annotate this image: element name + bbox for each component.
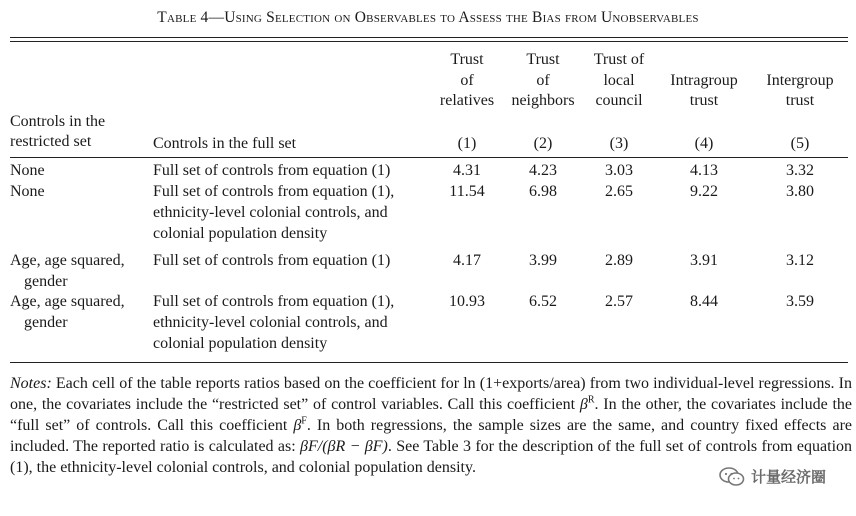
- row-4-value-2: 6.52: [529, 293, 557, 310]
- top-rule-second: [10, 41, 848, 42]
- row-4-value-5: 3.59: [786, 293, 814, 310]
- row-2-value-3: 2.65: [605, 183, 633, 200]
- bottom-rule: [10, 362, 848, 363]
- row-1-value-3: 3.03: [605, 162, 633, 179]
- wechat-icon: [719, 467, 745, 487]
- beta-f-symbol: β: [293, 417, 302, 434]
- beta-r-superscript: R: [587, 394, 595, 406]
- col-header-1: Trust of relatives: [439, 51, 495, 109]
- row-4-restricted: Age, age squared, gender: [10, 293, 125, 331]
- row-3-value-5: 3.12: [786, 252, 814, 269]
- beta-r-symbol: β: [579, 396, 588, 413]
- row-1-value-1: 4.31: [453, 162, 481, 179]
- notes-text-4: . See Table 3 for the description of the full set of controls from equation (1), the ethnicity-level colonial controls, and colonial population density.: [10, 438, 853, 476]
- ratio-formula: βF/(βR − βF): [300, 438, 388, 455]
- col-number-2: (2): [533, 135, 553, 152]
- row-3-value-2: 3.99: [529, 252, 557, 269]
- row-1-value-4: 4.13: [690, 162, 718, 179]
- notes-text-3: . In both regressions, the sample sizes are the same, and country fixed effects are included. The reported ratio is calculated as:: [10, 417, 852, 455]
- row-4-value-1: 10.93: [449, 293, 485, 310]
- row-2-full: Full set of controls from equation (1), ethnicity-level colonial controls, and colonial population density: [153, 183, 395, 242]
- row-4-value-3: 2.57: [605, 293, 633, 310]
- col-header-5: Intergroup trust: [766, 71, 834, 109]
- row-1-restricted: None: [10, 162, 45, 179]
- row-2-restricted: None: [10, 183, 45, 200]
- header-rule: [10, 157, 848, 158]
- row-1-value-2: 4.23: [529, 162, 557, 179]
- row-1-value-5: 3.32: [786, 162, 814, 179]
- notes-text-2: . In the other, the covariates include the “full set” of controls. Call this coefficient: [10, 396, 852, 434]
- restricted-set-header: Controls in the restricted set: [10, 113, 106, 150]
- row-3-value-1: 4.17: [453, 252, 481, 269]
- table-title: Table 4—Using Selection on Observables to Assess the Bias from Unobservables: [157, 9, 699, 26]
- full-set-header: Controls in the full set: [153, 135, 297, 152]
- row-3-full: Full set of controls from equation (1): [153, 252, 391, 269]
- row-2-value-4: 9.22: [690, 183, 718, 200]
- row-3-value-4: 3.91: [690, 252, 718, 269]
- col-header-4: Intragroup trust: [670, 71, 738, 109]
- row-2-value-1: 11.54: [449, 183, 485, 200]
- col-header-2: Trust of neighbors: [511, 51, 575, 109]
- row-2-value-5: 3.80: [786, 183, 814, 200]
- watermark-text: 计量经济圈: [750, 468, 826, 486]
- table-notes: [10, 373, 852, 478]
- watermark: [715, 465, 830, 488]
- top-rule: [10, 37, 848, 38]
- col-number-3: (3): [609, 135, 629, 152]
- notes-text-1: Each cell of the table reports ratios based on the coefficient for ln (1+exports/area) from two individual-level regressions. In one, the covariates include the “restricted set” of control variables. Call this coefficient: [10, 375, 852, 413]
- notes-lead: Notes:: [10, 375, 52, 392]
- row-3-restricted: Age, age squared, gender: [10, 252, 125, 290]
- row-1-full: Full set of controls from equation (1): [153, 162, 391, 179]
- beta-f-superscript: F: [301, 415, 307, 427]
- row-4-value-4: 8.44: [690, 293, 718, 310]
- col-number-5: (5): [790, 135, 810, 152]
- row-3-value-3: 2.89: [605, 252, 633, 269]
- row-4-full: Full set of controls from equation (1), ethnicity-level colonial controls, and colonial population density: [153, 293, 395, 352]
- col-header-3: Trust of local council: [593, 51, 645, 109]
- row-2-value-2: 6.98: [529, 183, 557, 200]
- col-number-1: (1): [457, 135, 477, 152]
- col-number-4: (4): [694, 135, 714, 152]
